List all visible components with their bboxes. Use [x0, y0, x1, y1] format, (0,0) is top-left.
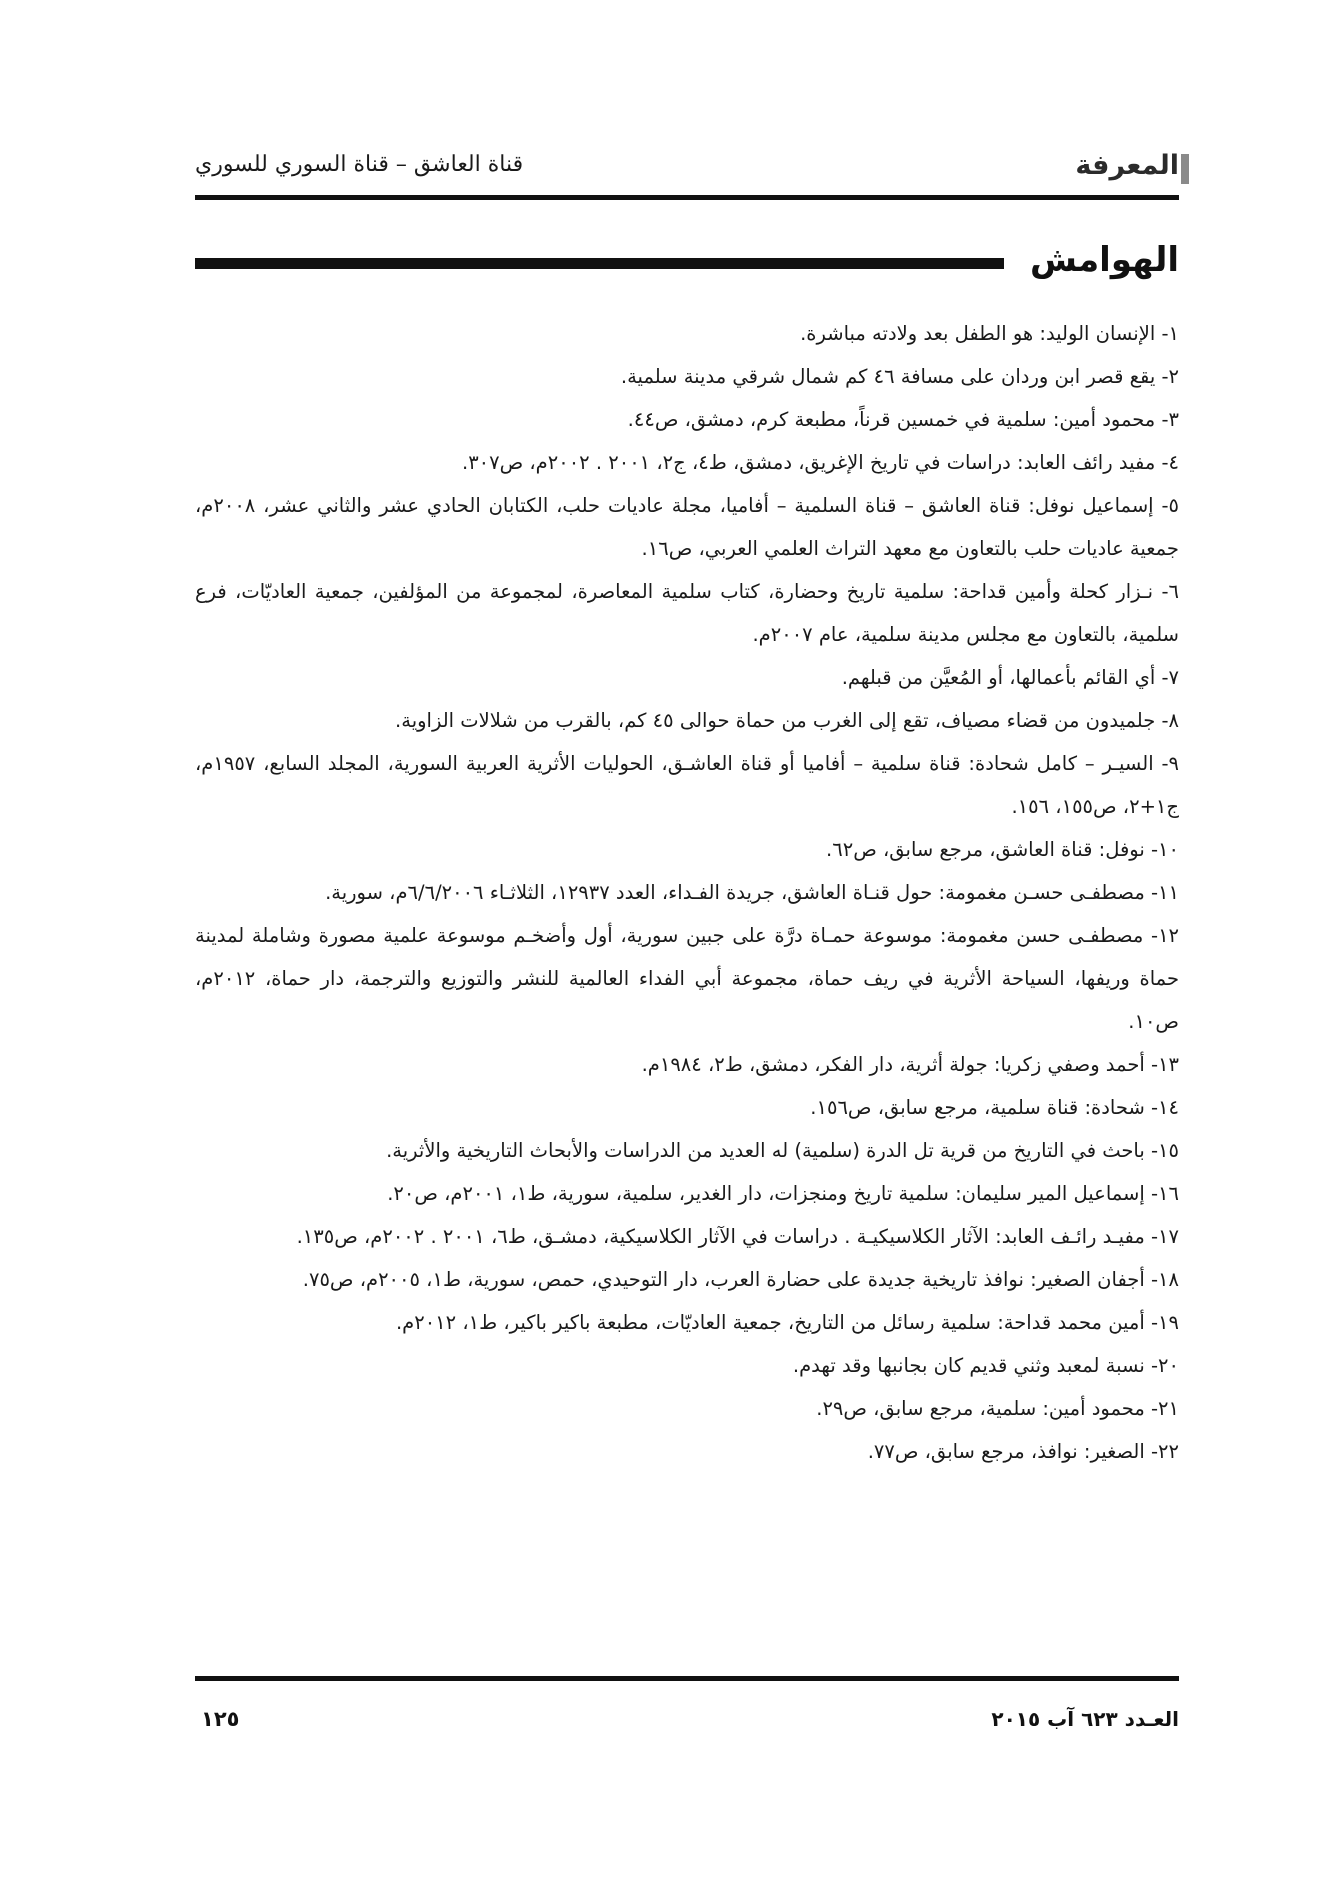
magazine-logo: المعرفة	[1075, 150, 1179, 181]
section-heading-bar	[195, 258, 1004, 269]
footnote-item	[195, 1430, 1179, 1473]
footnote-number: ٢١-	[1151, 1397, 1179, 1420]
running-header	[195, 148, 1179, 190]
footnote-text: أجفان الصغير: نوافذ تاريخية جديدة على حضارة العرب، دار التوحيدي، حمص، سورية، ط١، ٢٠٠٥م، ص٧٥.	[302, 1268, 1145, 1291]
footnote-item	[195, 1086, 1179, 1129]
footnote-item	[195, 441, 1179, 484]
footnote-text: محمود أمين: سلمية في خمسين قرناً، مطبعة كرم، دمشق، ص٤٤.	[627, 408, 1156, 431]
footnote-number: ٢-	[1161, 365, 1179, 388]
footnote-text: إسماعيل المير سليمان: سلمية تاريخ ومنجزات، دار الغدير، سلمية، سورية، ط١، ٢٠٠١م، ص٢٠.	[387, 1182, 1145, 1205]
footnote-item	[195, 699, 1179, 742]
footnote-number: ٢٢-	[1151, 1440, 1179, 1463]
footnote-number: ١٩-	[1151, 1311, 1179, 1334]
footnote-text: نـزار كحلة وأمين قداحة: سلمية تاريخ وحضارة، كتاب سلمية المعاصرة، لمجموعة من المؤلفين، جمعية العاديّات، فرع سلمية، بالتعاون مع مجلس مدينة سلمية، عام ٢٠٠٧م.	[195, 580, 1179, 646]
footnote-number: ٤-	[1161, 451, 1179, 474]
page-footer	[195, 1707, 1179, 1741]
footnote-number: ٦-	[1161, 580, 1179, 603]
footnote-number: ١٨-	[1151, 1268, 1179, 1291]
footnote-text: مصطفـى حسن مغمومة: موسوعة حمـاة درَّة على جبين سورية، أول وأضخـم موسوعة علمية مصورة وشاملة لمدينة حماة وريفها، السياحة الأثرية في ريف حماة، مجموعة أبي الفداء العالمية للنشر والتوزيع والترجمة، دار حماة، ٢٠١٢م، ص١٠.	[195, 924, 1179, 1033]
footnote-text: مصطفـى حسـن مغمومة: حول قنـاة العاشق، جريدة الفـداء، العدد ١٢٩٣٧، الثلاثـاء ٦/٦/٢٠٠٦م، سورية.	[325, 881, 1145, 904]
footnote-number: ١٧-	[1151, 1225, 1179, 1248]
header-rule	[195, 195, 1179, 200]
footnote-item	[195, 1129, 1179, 1172]
footnote-item	[195, 1258, 1179, 1301]
footnotes-list	[195, 312, 1179, 1473]
section-heading: الهوامش	[1030, 240, 1179, 280]
footnote-item	[195, 484, 1179, 570]
footnote-item	[195, 914, 1179, 1043]
footnote-number: ٢٠-	[1151, 1354, 1179, 1377]
footnote-text: الإنسان الوليد: هو الطفل بعد ولادته مباشرة.	[800, 322, 1156, 345]
footnote-item	[195, 1301, 1179, 1344]
logo-accent-bar	[1181, 154, 1189, 184]
footnote-text: أمين محمد قداحة: سلمية رسائل من التاريخ، جمعية العاديّات، مطبعة باكير باكير، ط١، ٢٠١٢م.	[395, 1311, 1145, 1334]
footnote-number: ٧-	[1161, 666, 1179, 689]
footnote-text: شحادة: قناة سلمية، مرجع سابق، ص١٥٦.	[810, 1096, 1145, 1119]
footnote-text: أحمد وصفي زكريا: جولة أثرية، دار الفكر، دمشق، ط٢، ١٩٨٤م.	[641, 1053, 1145, 1076]
footer-rule	[195, 1676, 1179, 1681]
footnote-number: ١٦-	[1151, 1182, 1179, 1205]
footnote-item	[195, 742, 1179, 828]
footnote-text: يقع قصر ابن وردان على مسافة ٤٦ كم شمال شرقي مدينة سلمية.	[620, 365, 1156, 388]
footnote-text: إسماعيل نوفل: قناة العاشق – قناة السلمية – أفاميا، مجلة عاديات حلب، الكتابان الحادي عشر والثاني عشر، ٢٠٠٨م، جمعية عاديات حلب بالتعاون مع معهد التراث العلمي العربي، ص١٦.	[195, 494, 1179, 560]
footnote-text: السيـر – كامل شحادة: قناة سلمية – أفاميا أو قناة العاشـق، الحوليات الأثرية العربية السورية، المجلد السابع، ١٩٥٧م، ج١+٢، ص١٥٥، ١٥٦.	[195, 752, 1179, 818]
footnote-item	[195, 570, 1179, 656]
footnote-item	[195, 1043, 1179, 1086]
footnote-text: باحث في التاريخ من قرية تل الدرة (سلمية) له العديد من الدراسات والأبحاث التاريخية والأثرية.	[386, 1139, 1145, 1162]
footnote-text: مفيد رائف العابد: دراسات في تاريخ الإغريق، دمشق، ط٤، ج٢، ٢٠٠١ . ٢٠٠٢م، ص٣٠٧.	[461, 451, 1156, 474]
footnote-item	[195, 871, 1179, 914]
footnote-item	[195, 656, 1179, 699]
page-number: ١٢٥	[201, 1707, 240, 1731]
footnote-number: ١٠-	[1151, 838, 1179, 861]
footnote-number: ٣-	[1161, 408, 1179, 431]
footnote-number: ١-	[1161, 322, 1179, 345]
footnote-number: ١٣-	[1151, 1053, 1179, 1076]
footnote-item	[195, 312, 1179, 355]
footnote-number: ٩-	[1161, 752, 1179, 775]
footnote-item	[195, 1387, 1179, 1430]
footnote-number: ٥-	[1161, 494, 1179, 517]
article-title: قناة العاشق – قناة السوري للسوري	[195, 152, 524, 177]
footnote-item	[195, 1215, 1179, 1258]
footnote-text: نسبة لمعبد وثني قديم كان بجانبها وقد تهدم.	[792, 1354, 1145, 1377]
issue-info: العـدد ٦٢٣ آب ٢٠١٥	[991, 1707, 1179, 1731]
footnote-text: جلميدون من قضاء مصياف، تقع إلى الغرب من حماة حوالى ٤٥ كم، بالقرب من شلالات الزاوية.	[395, 709, 1156, 732]
footnote-number: ٨-	[1161, 709, 1179, 732]
footnote-number: ١٢-	[1151, 924, 1180, 947]
footnote-item	[195, 398, 1179, 441]
footnote-number: ١٤-	[1151, 1096, 1179, 1119]
footnote-item	[195, 828, 1179, 871]
footnote-number: ١٥-	[1151, 1139, 1179, 1162]
footnote-item	[195, 1172, 1179, 1215]
footnote-text: الصغير: نوافذ، مرجع سابق، ص٧٧.	[867, 1440, 1145, 1463]
footnote-number: ١١-	[1151, 881, 1179, 904]
section-heading-row	[195, 238, 1179, 288]
footnote-text: مفيـد رائـف العابد: الآثار الكلاسيكيـة . دراسات في الآثار الكلاسيكية، دمشـق، ط٦، ٢٠٠١ . ٢٠٠٢م، ص١٣٥.	[296, 1225, 1145, 1248]
footnote-item	[195, 1344, 1179, 1387]
footnote-item	[195, 355, 1179, 398]
footnote-text: نوفل: قناة العاشق، مرجع سابق، ص٦٢.	[826, 838, 1145, 861]
footnote-text: محمود أمين: سلمية، مرجع سابق، ص٢٩.	[816, 1397, 1145, 1420]
footnote-text: أي القائم بأعمالها، أو المُعيَّن من قبلهم.	[841, 666, 1156, 689]
